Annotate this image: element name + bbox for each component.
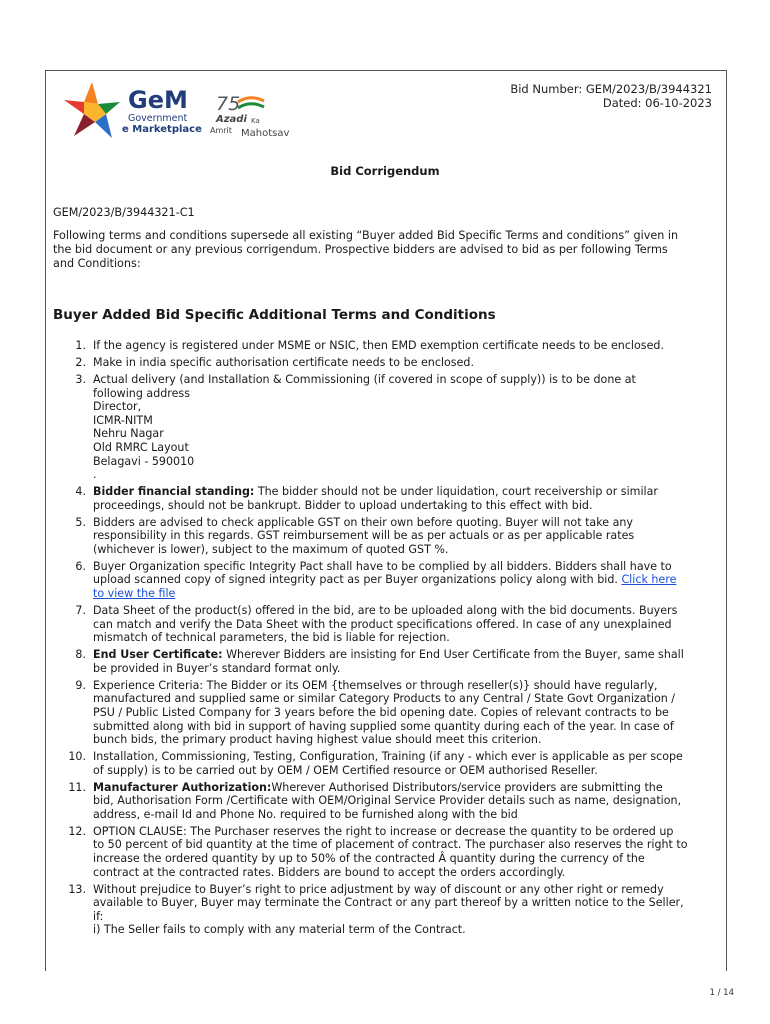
page-number: 1 / 14 xyxy=(709,988,734,998)
term-item xyxy=(53,373,723,482)
term-number: 1. xyxy=(75,339,86,352)
term-bold-label: Manufacturer Authorization: xyxy=(93,780,272,794)
term-line: Make in india specific authorisation certificate needs to be enclosed. xyxy=(93,355,474,369)
azadi-line1: Azadi xyxy=(216,114,247,125)
gem-logo xyxy=(62,78,202,144)
term-line: submitted along with bid in support of having supplied some quantity during each of the year. In case of xyxy=(93,719,674,733)
term-item xyxy=(53,604,723,645)
term-item xyxy=(53,485,723,512)
page-title: Bid Corrigendum xyxy=(330,164,440,178)
term-item xyxy=(53,516,723,557)
term-line: proceedings, should not be bankrupt. Bidder to upload undertaking to this effect with bid. xyxy=(93,498,593,512)
flag-stripe-green xyxy=(238,104,264,108)
term-line: to 50 percent of bid quantity at the time of placement of contract. The purchaser also reserves the right to xyxy=(93,838,688,852)
term-item xyxy=(53,781,723,822)
term-line: increase the ordered quantity by up to 50% of the contracted Â quantity during the currency of the xyxy=(93,852,645,866)
term-number: 8. xyxy=(75,648,86,662)
view-file-link[interactable]: to view the file xyxy=(93,587,176,601)
term-line: Experience Criteria: The Bidder or its OEM {themselves or through reseller(s)} should have regularly, xyxy=(93,678,658,692)
term-number: 6. xyxy=(75,559,86,573)
term-line: Buyer Organization specific Integrity Pact shall have to be complied by all bidders. Bidders shall have to xyxy=(93,559,672,573)
intro-line: the bid document or any previous corrigendum. Prospective bidders are advised to bid as per following Terms xyxy=(53,243,668,256)
term-item xyxy=(53,356,723,370)
term-line: if: xyxy=(93,909,104,923)
term-number: 5. xyxy=(75,515,86,529)
flag-stripe-saffron xyxy=(238,98,264,102)
term-line: Actual delivery (and Installation & Commissioning (if covered in scope of supply)) is to be done at xyxy=(93,372,636,386)
address-line: Director, xyxy=(93,400,142,414)
address-line: Belagavi - 590010 xyxy=(93,454,195,468)
terms-list xyxy=(53,339,723,940)
term-item xyxy=(53,883,723,937)
term-line: Bidder financial standing: The bidder should not be under liquidation, court receivership or similar xyxy=(93,485,658,499)
term-line: If the agency is registered under MSME or NSIC, then EMD exemption certificate needs to be enclosed. xyxy=(93,339,664,352)
azadi-ka: Ka xyxy=(251,117,260,125)
term-bold-label: Bidder financial standing: xyxy=(93,485,255,499)
term-line: Installation, Commissioning, Testing, Configuration, Training (if any - which ever is applicable as per scope xyxy=(93,750,683,764)
term-line: PSU / Public Listed Company for 3 years before the bid opening date. Copies of relevant contracts to be xyxy=(93,705,669,719)
intro-line: Following terms and conditions supersede all existing “Buyer added Bid Specific Terms and conditions” given in xyxy=(53,229,679,242)
term-line: Without prejudice to Buyer’s right to price adjustment by way of discount or any other right or remedy xyxy=(93,882,664,896)
term-line: following address xyxy=(93,386,190,400)
term-line: contract at the contracted rates. Bidders are bound to accept the orders accordingly. xyxy=(93,865,566,879)
term-item xyxy=(53,825,723,879)
term-item xyxy=(53,679,723,747)
term-line: mismatch of technical parameters, the bid is liable for rejection. xyxy=(93,631,450,645)
term-line: of supply) is to be carried out by OEM / OEM Certified resource or OEM authorised Reseller. xyxy=(93,763,598,777)
address-line: Old RMRC Layout xyxy=(93,440,189,454)
address-line: . xyxy=(93,468,97,482)
term-line: Manufacturer Authorization:Wherever Authorised Distributors/service providers are submitting the xyxy=(93,780,663,794)
term-line: upload scanned copy of signed integrity pact as per Buyer organizations policy along with bid. Click here xyxy=(93,573,677,587)
address-line: Nehru Nagar xyxy=(93,427,164,441)
term-number: 4. xyxy=(75,485,86,499)
term-number: 7. xyxy=(75,604,86,618)
term-line: bid, Authorisation Form /Certificate with OEM/Original Service Provider details such as name, designation, xyxy=(93,794,682,808)
term-line: be provided in Buyer’s standard format only. xyxy=(93,661,341,675)
bid-info xyxy=(510,82,712,110)
term-bold-label: End User Certificate: xyxy=(93,648,223,662)
term-line: available to Buyer, Buyer may terminate the Contract or any part thereof by a written notice to the Seller, xyxy=(93,896,684,910)
term-line: responsibility in this regards. GST reimbursement will be as per actuals or as per applicable rates xyxy=(93,529,635,543)
azadi-ka-amrit-mahotsav-logo xyxy=(208,90,318,138)
term-item xyxy=(53,560,723,601)
term-line: (whichever is lower), subject to the maximum of quoted GST %. xyxy=(93,542,449,556)
term-number: 10. xyxy=(68,750,86,764)
gem-star-icon xyxy=(64,82,120,138)
term-line: End User Certificate: Wherever Bidders are insisting for End User Certificate from the Buyer, same shall xyxy=(93,648,684,662)
term-line: Data Sheet of the product(s) offered in the bid, are to be uploaded along with the bid documents. Buyers xyxy=(93,604,678,618)
term-number: 12. xyxy=(68,824,86,838)
term-number: 2. xyxy=(75,355,86,369)
term-line: i) The Seller fails to comply with any material term of the Contract. xyxy=(93,923,466,937)
term-item xyxy=(53,339,723,353)
term-number: 3. xyxy=(75,372,86,386)
term-item xyxy=(53,648,723,675)
term-line: manufactured and supplied same or similar Category Products to any Central / State Govt Organization / xyxy=(93,692,676,706)
azadi-line2: Amrit xyxy=(210,126,232,135)
term-number: 11. xyxy=(68,780,86,794)
bid-date: Dated: 06-10-2023 xyxy=(602,96,712,110)
term-line: OPTION CLAUSE: The Purchaser reserves the right to increase or decrease the quantity to be ordered up xyxy=(93,824,674,838)
gem-logo-title: GeM xyxy=(128,86,188,114)
term-line: Bidders are advised to check applicable GST on their own before quoting. Buyer will not take any xyxy=(93,515,633,529)
term-line xyxy=(93,587,723,601)
term-line: can match and verify the Data Sheet with the product specifications offered. In case of any unexplained xyxy=(93,617,672,631)
gem-logo-line1: Government xyxy=(128,113,188,124)
section-title: Buyer Added Bid Specific Additional Terms and Conditions xyxy=(53,307,496,323)
term-number: 9. xyxy=(75,678,86,692)
intro-line: and Conditions: xyxy=(53,257,141,270)
term-line: address, e-mail Id and Phone No. required to be furnished along with the bid xyxy=(93,807,518,821)
click-here-link[interactable]: Click here xyxy=(621,573,677,587)
bid-number: Bid Number: GEM/2023/B/3944321 xyxy=(510,82,712,96)
azadi-line3: Mahotsav xyxy=(241,128,290,138)
gem-logo-line2: e Marketplace xyxy=(122,124,202,135)
azadi-number: 75 xyxy=(216,93,241,115)
address-line: ICMR-NITM xyxy=(93,413,153,427)
term-line: bunch bids, the primary product having highest value should meet this criterion. xyxy=(93,733,542,747)
corrigendum-id: GEM/2023/B/3944321-C1 xyxy=(53,206,195,219)
term-number: 13. xyxy=(68,882,86,896)
intro-paragraph xyxy=(53,229,723,271)
term-item xyxy=(53,750,723,777)
